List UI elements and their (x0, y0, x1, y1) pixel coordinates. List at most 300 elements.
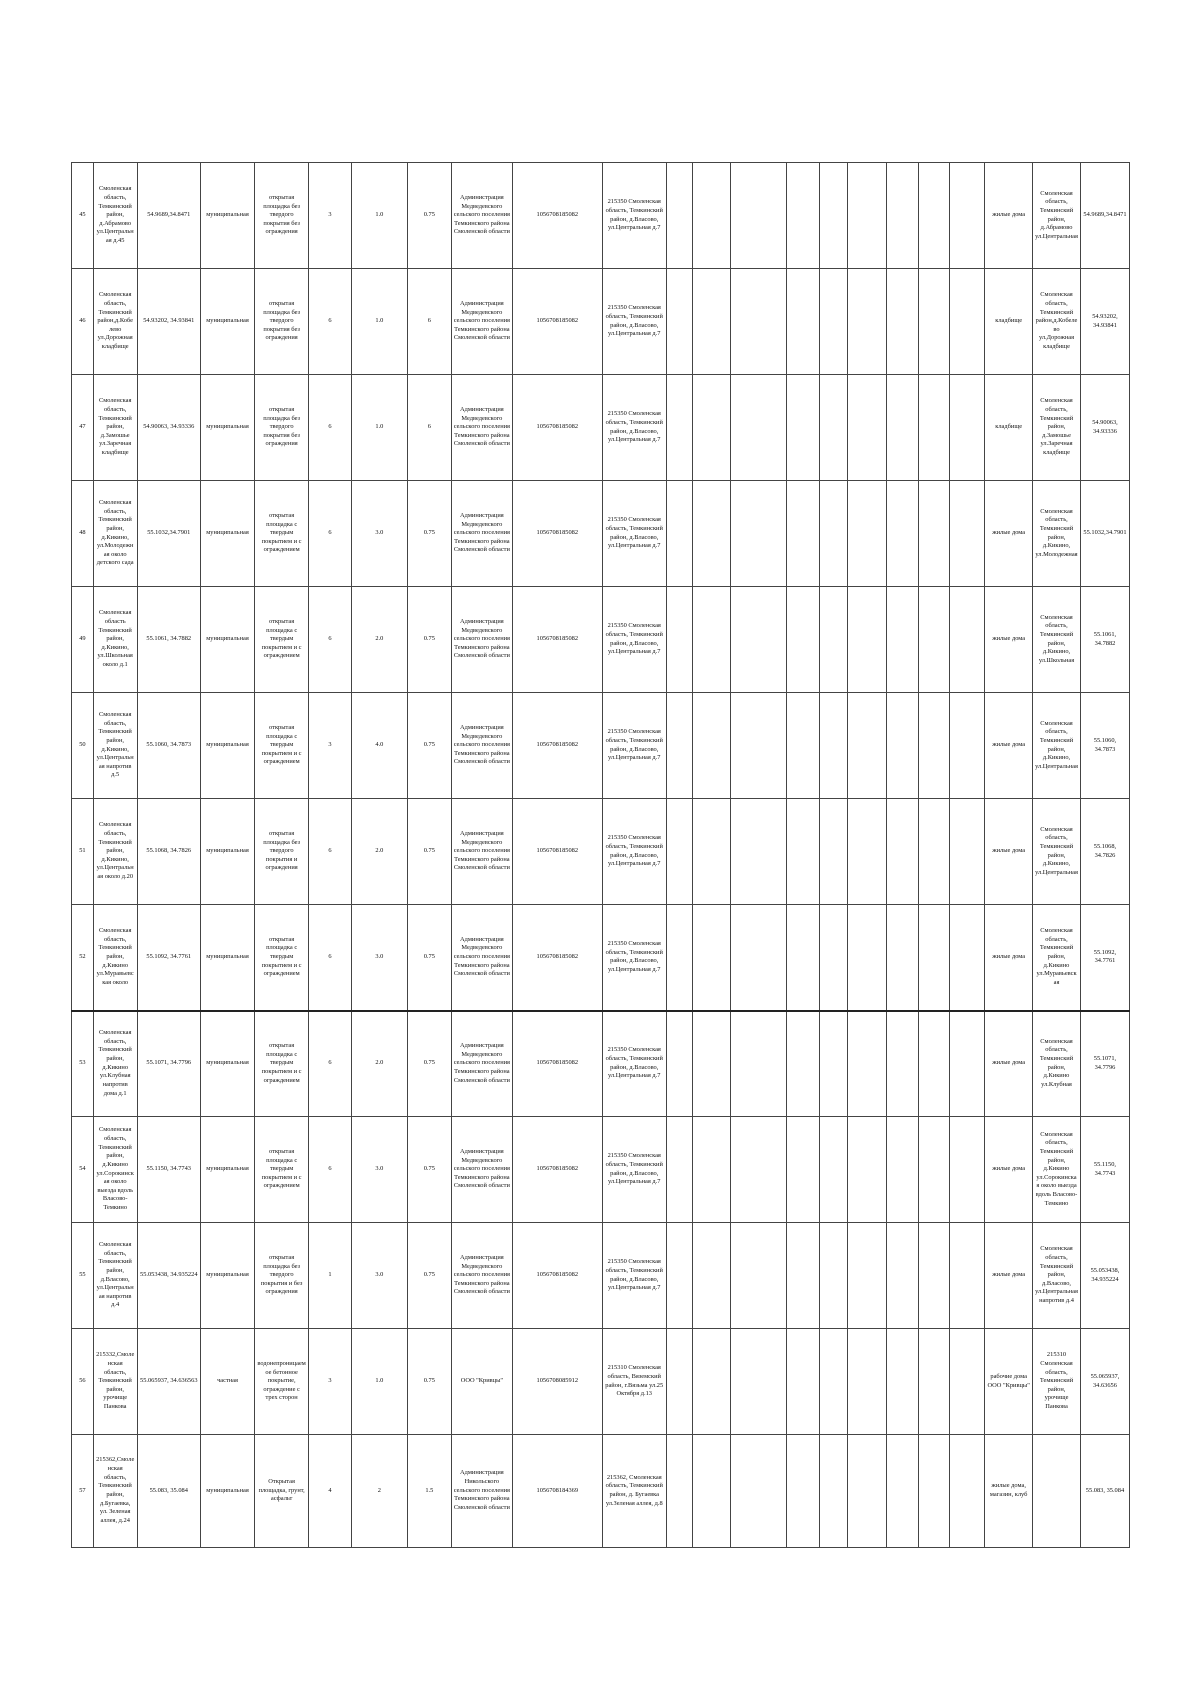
operator-name: Администрация Медведевского сельского поселения Темкинского района Смоленской области (451, 1011, 512, 1117)
row-number: 46 (72, 269, 94, 375)
row-number: 47 (72, 375, 94, 481)
source-address: Смоленская область, Темкинский район, д.Кикино, ул.Молодежная (1033, 481, 1081, 587)
operator-address: 215350 Смоленская область, Темкинский район, д.Власово, ул.Центральная д.7 (602, 269, 666, 375)
table-row (72, 481, 1130, 587)
source-coordinates: 55.1032,34.7901 (1080, 481, 1129, 587)
container-count: 6 (309, 481, 352, 587)
ownership-type: муниципальная (200, 375, 254, 481)
container-volume: 2.0 (351, 1011, 407, 1117)
empty-cell (666, 1435, 692, 1548)
surface-description: открытая площадка без твердого покрытия без ограждения (255, 163, 309, 269)
waste-source: жилые дома, магазин, клуб (985, 1435, 1033, 1548)
operator-name: Администрация Медведевского сельского поселения Темкинского района Смоленской области (451, 587, 512, 693)
operator-address: 215350 Смоленская область, Темкинский район, д.Власово, ул.Центральная д.7 (602, 799, 666, 905)
table-row (72, 269, 1130, 375)
operator-ogrn: 1056708184369 (513, 1435, 602, 1548)
ownership-type: муниципальная (200, 481, 254, 587)
empty-cell (666, 905, 692, 1011)
empty-cell (949, 163, 984, 269)
empty-cell (786, 587, 819, 693)
empty-cell (666, 1223, 692, 1329)
empty-cell (731, 1435, 786, 1548)
waste-source: кладбище (985, 269, 1033, 375)
empty-cell (786, 163, 819, 269)
empty-cell (949, 587, 984, 693)
empty-cell (918, 1223, 949, 1329)
ownership-type: частная (200, 1329, 254, 1435)
source-address: Смоленская область, Темкинский район, д.Замошье ул.Заречная кладбище (1033, 375, 1081, 481)
empty-cell (666, 1011, 692, 1117)
source-address: Смоленская область, Темкинский район,д.Кобелево ул.Дорожная кладбище (1033, 269, 1081, 375)
table-row (72, 163, 1130, 269)
empty-cell (731, 587, 786, 693)
empty-cell (887, 587, 918, 693)
empty-cell (692, 905, 730, 1011)
row-number: 54 (72, 1117, 94, 1223)
source-coordinates: 55.065937, 34.63656 (1080, 1329, 1129, 1435)
empty-cell (847, 269, 887, 375)
operator-ogrn: 1056708185082 (513, 1117, 602, 1223)
site-area: 6 (407, 375, 451, 481)
waste-source: рабочие дома ООО "Кривцы" (985, 1329, 1033, 1435)
operator-name: Администрация Медведевского сельского поселения Темкинского района Смоленской области (451, 481, 512, 587)
ownership-type: муниципальная (200, 163, 254, 269)
source-coordinates: 55.1092, 34.7761 (1080, 905, 1129, 1011)
empty-cell (847, 375, 887, 481)
site-address: Смоленская область, Темкинский район, д.Абрамово ул.Центральная д.45 (93, 163, 137, 269)
ownership-type: муниципальная (200, 905, 254, 1011)
empty-cell (949, 375, 984, 481)
source-coordinates: 55.1060, 34.7873 (1080, 693, 1129, 799)
site-address: Смоленская область, Темкинский район, д.Кикино, ул.Молодежная около детского сада (93, 481, 137, 587)
source-address: Смоленская область, Темкинский район, д.Кикино ул.Клубная (1033, 1011, 1081, 1117)
empty-cell (666, 375, 692, 481)
container-count: 6 (309, 1117, 352, 1223)
table-row (72, 799, 1130, 905)
empty-cell (819, 693, 847, 799)
empty-cell (949, 905, 984, 1011)
operator-address: 215350 Смоленская область, Темкинский район, д.Власово, ул.Центральная д.7 (602, 163, 666, 269)
empty-cell (666, 587, 692, 693)
row-number: 55 (72, 1223, 94, 1329)
ownership-type: муниципальная (200, 269, 254, 375)
site-coordinates: 54.93202, 34.93841 (137, 269, 200, 375)
empty-cell (887, 163, 918, 269)
site-area: 0.75 (407, 799, 451, 905)
empty-cell (949, 1011, 984, 1117)
table-row (72, 375, 1130, 481)
operator-address: 215362, Смоленская область, Темкинский район, д. Бугаевка ул.Зеленая аллея, д.8 (602, 1435, 666, 1548)
empty-cell (731, 905, 786, 1011)
container-volume: 3.0 (351, 905, 407, 1011)
operator-ogrn: 1056708085912 (513, 1329, 602, 1435)
empty-cell (847, 905, 887, 1011)
operator-address: 215350 Смоленская область, Темкинский район, д.Власово, ул.Центральная д.7 (602, 1011, 666, 1117)
empty-cell (918, 693, 949, 799)
operator-address: 215350 Смоленская область, Темкинский район, д.Власово, ул.Центральная д.7 (602, 1223, 666, 1329)
empty-cell (819, 375, 847, 481)
empty-cell (847, 1329, 887, 1435)
surface-description: открытая площадка с твердым покрытием и с ограждением (255, 905, 309, 1011)
ownership-type: муниципальная (200, 799, 254, 905)
empty-cell (819, 269, 847, 375)
empty-cell (786, 269, 819, 375)
empty-cell (666, 269, 692, 375)
empty-cell (731, 375, 786, 481)
surface-description: открытая площадка без твердого покрытия без ограждения (255, 269, 309, 375)
empty-cell (819, 1011, 847, 1117)
site-address: Смоленская область, Темкинский район, д.Кикино, ул.Центральная напротив д.5 (93, 693, 137, 799)
site-address: 215362,Смоленская область, Темкинский район, д.Бугаевка, ул. Зеленая аллея, д.24 (93, 1435, 137, 1548)
empty-cell (692, 587, 730, 693)
operator-name: ООО "Кривцы" (451, 1329, 512, 1435)
row-number: 45 (72, 163, 94, 269)
ownership-type: муниципальная (200, 1223, 254, 1329)
row-number: 52 (72, 905, 94, 1011)
table-row (72, 1329, 1130, 1435)
empty-cell (731, 799, 786, 905)
site-address: Смоленская область, Темкинский район, д.Кикино ул.Клубная напротив дома д.1 (93, 1011, 137, 1117)
empty-cell (786, 1223, 819, 1329)
surface-description: открытая площадка с твердым покрытием и с ограждением (255, 1011, 309, 1117)
source-address: Смоленская область, Темкинский район, д.Кикино, ул.Центральная (1033, 799, 1081, 905)
source-address (1033, 1435, 1081, 1548)
table-row (72, 693, 1130, 799)
surface-description: открытая площадка с твердым покрытием и с ограждением (255, 1117, 309, 1223)
source-address: Смоленская область, Темкинский район, д.Власово, ул.Центральная напротив д.4 (1033, 1223, 1081, 1329)
empty-cell (847, 1011, 887, 1117)
waste-source: жилые дома (985, 1117, 1033, 1223)
operator-ogrn: 1056708185082 (513, 587, 602, 693)
site-area: 0.75 (407, 1011, 451, 1117)
site-coordinates: 55.1150, 34.7743 (137, 1117, 200, 1223)
empty-cell (786, 799, 819, 905)
empty-cell (887, 1435, 918, 1548)
row-number: 49 (72, 587, 94, 693)
waste-source: жилые дома (985, 799, 1033, 905)
empty-cell (692, 481, 730, 587)
empty-cell (666, 1117, 692, 1223)
empty-cell (786, 1011, 819, 1117)
ownership-type: муниципальная (200, 587, 254, 693)
operator-address: 215350 Смоленская область, Темкинский район, д.Власово, ул.Центральная д.7 (602, 693, 666, 799)
empty-cell (731, 163, 786, 269)
empty-cell (819, 163, 847, 269)
source-coordinates: 55.1071, 34.7796 (1080, 1011, 1129, 1117)
empty-cell (949, 1117, 984, 1223)
empty-cell (692, 1329, 730, 1435)
site-coordinates: 55.1071, 34.7796 (137, 1011, 200, 1117)
container-volume: 1.0 (351, 1329, 407, 1435)
empty-cell (819, 1117, 847, 1223)
empty-cell (847, 1223, 887, 1329)
container-volume: 2 (351, 1435, 407, 1548)
empty-cell (731, 1117, 786, 1223)
empty-cell (819, 1435, 847, 1548)
empty-cell (666, 693, 692, 799)
source-coordinates: 55.1068, 34.7826 (1080, 799, 1129, 905)
empty-cell (786, 905, 819, 1011)
site-coordinates: 55.1060, 34.7873 (137, 693, 200, 799)
operator-ogrn: 1056708185082 (513, 799, 602, 905)
table-row (72, 587, 1130, 693)
empty-cell (692, 1011, 730, 1117)
container-volume: 3.0 (351, 1117, 407, 1223)
row-number: 50 (72, 693, 94, 799)
empty-cell (819, 587, 847, 693)
source-address: Смоленская область, Темкинский район, д.Абрамово ул.Центральная (1033, 163, 1081, 269)
site-address: Смоленская область, Темкинский район, д.Власово, ул.Центральная напротив д.4 (93, 1223, 137, 1329)
ownership-type: муниципальная (200, 1011, 254, 1117)
operator-ogrn: 1056708185082 (513, 1011, 602, 1117)
empty-cell (949, 269, 984, 375)
site-area: 0.75 (407, 587, 451, 693)
row-number: 53 (72, 1011, 94, 1117)
empty-cell (786, 1117, 819, 1223)
empty-cell (887, 1117, 918, 1223)
empty-cell (731, 1011, 786, 1117)
container-volume: 3.0 (351, 1223, 407, 1329)
waste-source: жилые дома (985, 1011, 1033, 1117)
empty-cell (887, 799, 918, 905)
site-area: 0.75 (407, 481, 451, 587)
empty-cell (819, 481, 847, 587)
container-count: 3 (309, 1329, 352, 1435)
empty-cell (731, 481, 786, 587)
empty-cell (918, 1435, 949, 1548)
operator-name: Администрация Медведевского сельского поселения Темкинского района Смоленской области (451, 799, 512, 905)
operator-address: 215350 Смоленская область, Темкинский район, д.Власово, ул.Центральная д.7 (602, 905, 666, 1011)
operator-address: 215310 Смоленская область, Вяземский район, г.Вязьма ул.25 Октября д.13 (602, 1329, 666, 1435)
source-coordinates: 55.1150, 34.7743 (1080, 1117, 1129, 1223)
container-volume: 1.0 (351, 375, 407, 481)
site-coordinates: 55.1068, 34.7826 (137, 799, 200, 905)
empty-cell (692, 1117, 730, 1223)
container-count: 6 (309, 905, 352, 1011)
empty-cell (949, 1329, 984, 1435)
source-address: Смоленская область, Темкинский район, д.Кикино ул.Сорокинская около выезда вдоль Власово-Темкино (1033, 1117, 1081, 1223)
empty-cell (918, 1329, 949, 1435)
container-count: 4 (309, 1435, 352, 1548)
empty-cell (819, 799, 847, 905)
source-coordinates: 54.9689,34.8471 (1080, 163, 1129, 269)
site-area: 6 (407, 269, 451, 375)
waste-source: жилые дома (985, 1223, 1033, 1329)
site-address: Смоленская область, Темкинский район, д.Замошье ул.Заречная кладбище (93, 375, 137, 481)
operator-name: Администрация Медведевского сельского поселения Темкинского района Смоленской области (451, 163, 512, 269)
waste-source: жилые дома (985, 693, 1033, 799)
container-volume: 3.0 (351, 481, 407, 587)
empty-cell (731, 1223, 786, 1329)
empty-cell (692, 799, 730, 905)
container-count: 6 (309, 587, 352, 693)
surface-description: открытая площадка без твердого покрытия без ограждения (255, 375, 309, 481)
site-address: Смоленская область, Темкинский район, д.Кикино ул.Муравьевская около (93, 905, 137, 1011)
waste-source: жилые дома (985, 587, 1033, 693)
container-count: 3 (309, 693, 352, 799)
source-coordinates: 54.90063, 34.93336 (1080, 375, 1129, 481)
operator-ogrn: 1056708185082 (513, 693, 602, 799)
container-volume: 2.0 (351, 799, 407, 905)
empty-cell (786, 375, 819, 481)
empty-cell (949, 693, 984, 799)
empty-cell (847, 799, 887, 905)
site-address: 215332,Смоленская область, Темкинский район, урочище Панкова (93, 1329, 137, 1435)
empty-cell (819, 1329, 847, 1435)
operator-ogrn: 1056708185082 (513, 163, 602, 269)
operator-name: Администрация Медведевского сельского поселения Темкинского района Смоленской области (451, 1117, 512, 1223)
source-address: 215310 Смоленская область, Темкинский район, урочище Панкова (1033, 1329, 1081, 1435)
waste-source: жилые дома (985, 481, 1033, 587)
empty-cell (949, 799, 984, 905)
site-coordinates: 55.1092, 34.7761 (137, 905, 200, 1011)
container-volume: 1.0 (351, 163, 407, 269)
empty-cell (847, 481, 887, 587)
operator-name: Администрация Медведевского сельского поселения Темкинского района Смоленской области (451, 693, 512, 799)
empty-cell (666, 1329, 692, 1435)
empty-cell (887, 481, 918, 587)
container-count: 6 (309, 375, 352, 481)
site-address: Смоленская область, Темкинский район,д.Кобелево ул.Дорожная кладбище (93, 269, 137, 375)
operator-address: 215350 Смоленская область, Темкинский район, д.Власово, ул.Центральная д.7 (602, 587, 666, 693)
waste-source: жилые дома (985, 163, 1033, 269)
site-area: 0.75 (407, 693, 451, 799)
site-area: 0.75 (407, 1117, 451, 1223)
table-row (72, 1435, 1130, 1548)
empty-cell (692, 1223, 730, 1329)
source-coordinates: 55.053438, 34.935224 (1080, 1223, 1129, 1329)
site-address: Смоленская область Темкинский район, д.Кикино, ул.Школьная около д.1 (93, 587, 137, 693)
empty-cell (731, 269, 786, 375)
empty-cell (666, 799, 692, 905)
operator-address: 215350 Смоленская область, Темкинский район, д.Власово, ул.Центральная д.7 (602, 1117, 666, 1223)
empty-cell (887, 905, 918, 1011)
empty-cell (819, 905, 847, 1011)
operator-name: Администрация Медведевского сельского поселения Темкинского района Смоленской области (451, 905, 512, 1011)
operator-name: Администрация Медведевского сельского поселения Темкинского района Смоленской области (451, 269, 512, 375)
registry-table (71, 162, 1130, 1548)
empty-cell (786, 1329, 819, 1435)
empty-cell (847, 693, 887, 799)
source-coordinates: 55.083, 35.084 (1080, 1435, 1129, 1548)
site-address: Смоленская область, Темкинский район, д.Кикино ул.Сорокинская около выезда вдоль Власово-Темкино (93, 1117, 137, 1223)
empty-cell (918, 799, 949, 905)
empty-cell (847, 163, 887, 269)
empty-cell (786, 481, 819, 587)
table-body (72, 163, 1130, 1548)
site-area: 0.75 (407, 1223, 451, 1329)
site-coordinates: 55.1061, 34.7882 (137, 587, 200, 693)
row-number: 56 (72, 1329, 94, 1435)
site-coordinates: 55.1032,34.7901 (137, 481, 200, 587)
empty-cell (786, 693, 819, 799)
operator-ogrn: 1056708185082 (513, 481, 602, 587)
surface-description: открытая площадка без твердого покрытия и без ограждения (255, 1223, 309, 1329)
surface-description: открытая площадка с твердым покрытием и с ограждением (255, 587, 309, 693)
site-coordinates: 55.083, 35.084 (137, 1435, 200, 1548)
ownership-type: муниципальная (200, 693, 254, 799)
site-coordinates: 55.053438, 34.935224 (137, 1223, 200, 1329)
operator-name: Администрация Медведевского сельского поселения Темкинского района Смоленской области (451, 375, 512, 481)
surface-description: водонепроницаемое бетонное покрытие, ограждение с трех сторон (255, 1329, 309, 1435)
empty-cell (692, 163, 730, 269)
surface-description: Открытая площадка, грунт, асфальт (255, 1435, 309, 1548)
container-count: 1 (309, 1223, 352, 1329)
site-coordinates: 54.9689,34.8471 (137, 163, 200, 269)
empty-cell (692, 269, 730, 375)
site-area: 0.75 (407, 163, 451, 269)
source-address: Смоленская область, Темкинский район, д.Кикино, ул.Центральная (1033, 693, 1081, 799)
site-area: 1.5 (407, 1435, 451, 1548)
ownership-type: муниципальная (200, 1435, 254, 1548)
empty-cell (847, 1117, 887, 1223)
table-row (72, 1117, 1130, 1223)
operator-ogrn: 1056708185082 (513, 375, 602, 481)
container-volume: 4.0 (351, 693, 407, 799)
container-volume: 1.0 (351, 269, 407, 375)
container-count: 6 (309, 269, 352, 375)
empty-cell (918, 269, 949, 375)
empty-cell (887, 1011, 918, 1117)
site-coordinates: 55.065937, 34.636563 (137, 1329, 200, 1435)
surface-description: открытая площадка с твердым покрытием и с ограждением (255, 693, 309, 799)
table-row (72, 1011, 1130, 1117)
empty-cell (918, 587, 949, 693)
container-count: 6 (309, 1011, 352, 1117)
ownership-type: муниципальная (200, 1117, 254, 1223)
empty-cell (918, 481, 949, 587)
waste-source: жилые дома (985, 905, 1033, 1011)
empty-cell (949, 1435, 984, 1548)
operator-address: 215350 Смоленская область, Темкинский район, д.Власово, ул.Центральная д.7 (602, 481, 666, 587)
row-number: 51 (72, 799, 94, 905)
table-row (72, 905, 1130, 1011)
empty-cell (847, 1435, 887, 1548)
empty-cell (918, 905, 949, 1011)
site-address: Смоленская область, Темкинский район, д.Кикино, ул.Центральная около д.20 (93, 799, 137, 905)
operator-name: Администрация Медведевского сельского поселения Темкинского района Смоленской области (451, 1223, 512, 1329)
empty-cell (949, 1223, 984, 1329)
empty-cell (847, 587, 887, 693)
source-coordinates: 55.1061, 34.7882 (1080, 587, 1129, 693)
site-area: 0.75 (407, 905, 451, 1011)
operator-ogrn: 1056708185082 (513, 1223, 602, 1329)
surface-description: открытая площадка без твердого покрытия и ограждения (255, 799, 309, 905)
empty-cell (819, 1223, 847, 1329)
table-row (72, 1223, 1130, 1329)
empty-cell (731, 1329, 786, 1435)
container-count: 6 (309, 799, 352, 905)
source-address: Смоленская область, Темкинский район, д.Кикино ул.Муравьевская (1033, 905, 1081, 1011)
source-coordinates: 54.93202, 34.93841 (1080, 269, 1129, 375)
row-number: 48 (72, 481, 94, 587)
empty-cell (666, 481, 692, 587)
empty-cell (918, 375, 949, 481)
empty-cell (918, 163, 949, 269)
site-area: 0.75 (407, 1329, 451, 1435)
surface-description: открытая площадка с твердым покрытием и с ограждением (255, 481, 309, 587)
empty-cell (887, 269, 918, 375)
operator-ogrn: 1056708185082 (513, 905, 602, 1011)
container-volume: 2.0 (351, 587, 407, 693)
empty-cell (666, 163, 692, 269)
empty-cell (949, 481, 984, 587)
empty-cell (887, 693, 918, 799)
site-coordinates: 54.90063, 34.93336 (137, 375, 200, 481)
row-number: 57 (72, 1435, 94, 1548)
operator-ogrn: 1056708185082 (513, 269, 602, 375)
empty-cell (887, 375, 918, 481)
